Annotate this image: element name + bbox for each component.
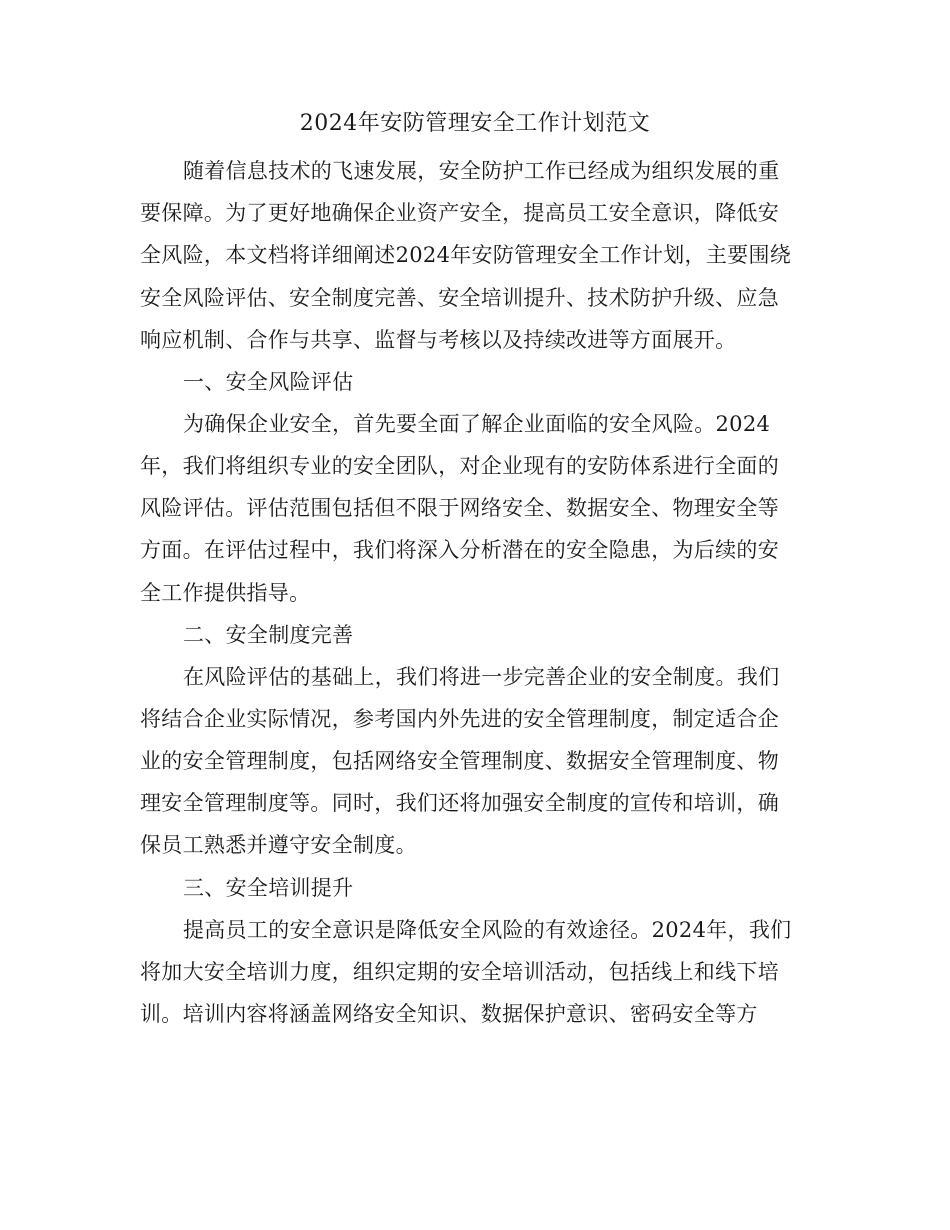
paragraph-line: 随着信息技术的飞速发展，安全防护工作已经成为组织发展的重 [183,159,780,183]
paragraph-line: 业的安全管理制度，包括网络安全管理制度、数据安全管理制度、物 [140,749,779,773]
paragraph-line: 要保障。为了更好地确保企业资产安全，提高员工安全意识，降低安 [140,201,779,225]
paragraph-line: 年，我们将组织专业的安全团队，对企业现有的安防体系进行全面的 [140,454,779,478]
paragraph-line: 将结合企业实际情况，参考国内外先进的安全管理制度，制定适合企 [140,707,779,731]
paragraph-line: 为确保企业安全，首先要全面了解企业面临的安全风险。2024 [183,412,771,436]
paragraph-line: 全工作提供指导。 [140,581,311,605]
document-title: 2024年安防管理安全工作计划范文 [299,111,651,136]
section-heading: 二、安全制度完善 [183,623,354,647]
paragraph-line: 全风险，本文档将详细阐述2024年安防管理安全工作计划，主要围绕 [140,243,792,267]
paragraph-line: 理安全管理制度等。同时，我们还将加强安全制度的宣传和培训，确 [140,791,779,815]
paragraph-line: 响应机制、合作与共享、监督与考核以及持续改进等方面展开。 [140,328,737,352]
paragraph-line: 安全风险评估、安全制度完善、安全培训提升、技术防护升级、应急 [140,286,779,310]
paragraph-line: 将加大安全培训力度，组织定期的安全培训活动，包括线上和线下培 [140,960,779,984]
paragraph-line: 方面。在评估过程中，我们将深入分析潜在的安全隐患，为后续的安 [140,538,779,562]
paragraph-line: 训。培训内容将涵盖网络安全知识、数据保护意识、密码安全等方 [140,1002,758,1026]
section-heading: 三、安全培训提升 [183,876,354,900]
section-heading: 一、安全风险评估 [183,370,354,394]
paragraph-line: 保员工熟悉并遵守安全制度。 [140,833,417,857]
paragraph-line: 提高员工的安全意识是降低安全风险的有效途径。2024年，我们 [183,918,792,942]
paragraph-line: 在风险评估的基础上，我们将进一步完善企业的安全制度。我们 [183,665,780,689]
paragraph-line: 风险评估。评估范围包括但不限于网络安全、数据安全、物理安全等 [140,496,779,520]
